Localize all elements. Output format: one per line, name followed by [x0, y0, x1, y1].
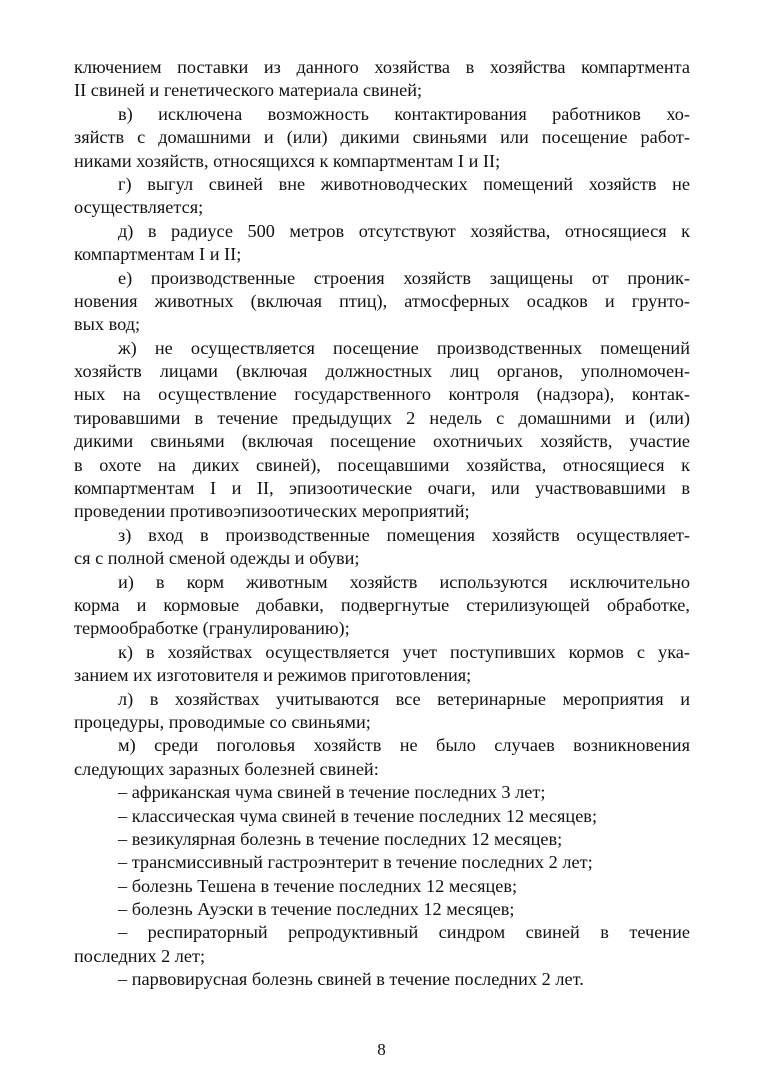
paragraph-start-line: и) в корм животным хозяйств используются исключительно — [118, 571, 690, 592]
text-line: дикими свиньями (включая посещение охотничьих хозяйств, участие — [74, 431, 690, 452]
text-line: следующих заразных болезней свиней: — [74, 758, 379, 779]
text-line: вых вод; — [74, 314, 141, 335]
paragraph-start-line: – болезнь Ауэски в течение последних 12 месяцев; — [118, 899, 515, 920]
text-line: компартментам I и II, эпизоотические очаги, или участвовавшими в — [74, 478, 690, 499]
paragraph-start-line: – парвовирусная болезнь свиней в течение последних 2 лет. — [118, 969, 584, 990]
text-line: занием их изготовителя и режимов приготовления; — [74, 665, 472, 686]
paragraph-start-line: – везикулярная болезнь в течение последних 12 месяцев; — [118, 828, 563, 849]
text-line: компартментам I и II; — [74, 244, 242, 265]
text-line: никами хозяйств, относящихся к компартментам I и II; — [74, 150, 501, 171]
page-number: 8 — [377, 1040, 386, 1059]
text-line: в охоте на диких свиней), посещавшими хозяйства, относящиеся к — [74, 454, 690, 475]
text-line: осуществляется; — [74, 197, 204, 218]
text-line: ключением поставки из данного хозяйства в хозяйства компартмента — [74, 57, 690, 77]
paragraph-start-line: в) исключена возможность контактирования работников хо- — [118, 103, 690, 124]
paragraph-start-line: – болезнь Тешена в течение последних 12 месяцев; — [118, 875, 518, 896]
paragraph-start-line: ж) не осуществляется посещение производственных помещений — [118, 337, 690, 358]
text-line: проведении противоэпизоотических мероприятий; — [74, 501, 470, 522]
text-line: последних 2 лет; — [74, 945, 206, 966]
text-line: новения животных (включая птиц), атмосферных осадков и грунто- — [74, 290, 690, 311]
text-line: корма и кормовые добавки, подвергнутые стерилизующей обработке, — [74, 594, 690, 615]
paragraph-start-line: м) среди поголовья хозяйств не было случаев возникновения — [118, 735, 690, 756]
paragraph-start-line: – африканская чума свиней в течение последних 3 лет; — [118, 782, 546, 803]
text-line: тировавшими в течение предыдущих 2 недель с домашними и (или) — [74, 407, 690, 428]
document-page — [74, 56, 690, 992]
paragraph-start-line: е) производственные строения хозяйств защищены от проник- — [118, 267, 690, 288]
paragraph-start-line: з) вход в производственные помещения хозяйств осуществляет- — [118, 524, 690, 545]
text-line: хозяйств лицами (включая должностных лиц органов, уполномочен- — [74, 361, 690, 382]
paragraph-start-line: – трансмиссивный гастроэнтерит в течение последних 2 лет; — [118, 852, 593, 873]
paragraph-start-line: – классическая чума свиней в течение последних 12 месяцев; — [118, 805, 598, 826]
paragraph-start-line: д) в радиусе 500 метров отсутствуют хозяйства, относящиеся к — [118, 220, 690, 241]
text-line: процедуры, проводимые со свиньями; — [74, 711, 371, 732]
paragraph-start-line: – респираторный репродуктивный синдром свиней в течение — [118, 922, 690, 943]
text-line: ных на осуществление государственного контроля (надзора), контак- — [74, 384, 690, 405]
text-line: II свиней и генетического материала свиней; — [74, 80, 423, 101]
text-line: термообработке (гранулированию); — [74, 618, 350, 639]
paragraph-start-line: г) выгул свиней вне животноводческих помещений хозяйств не — [118, 173, 690, 194]
text-line: зяйств с домашними и (или) дикими свиньями или посещение работ- — [74, 127, 690, 148]
paragraph-start-line: л) в хозяйствах учитываются все ветеринарные мероприятия и — [118, 688, 690, 709]
paragraph-start-line: к) в хозяйствах осуществляется учет поступивших кормов с ука- — [118, 641, 690, 662]
text-line: ся с полной сменой одежды и обуви; — [74, 548, 360, 569]
